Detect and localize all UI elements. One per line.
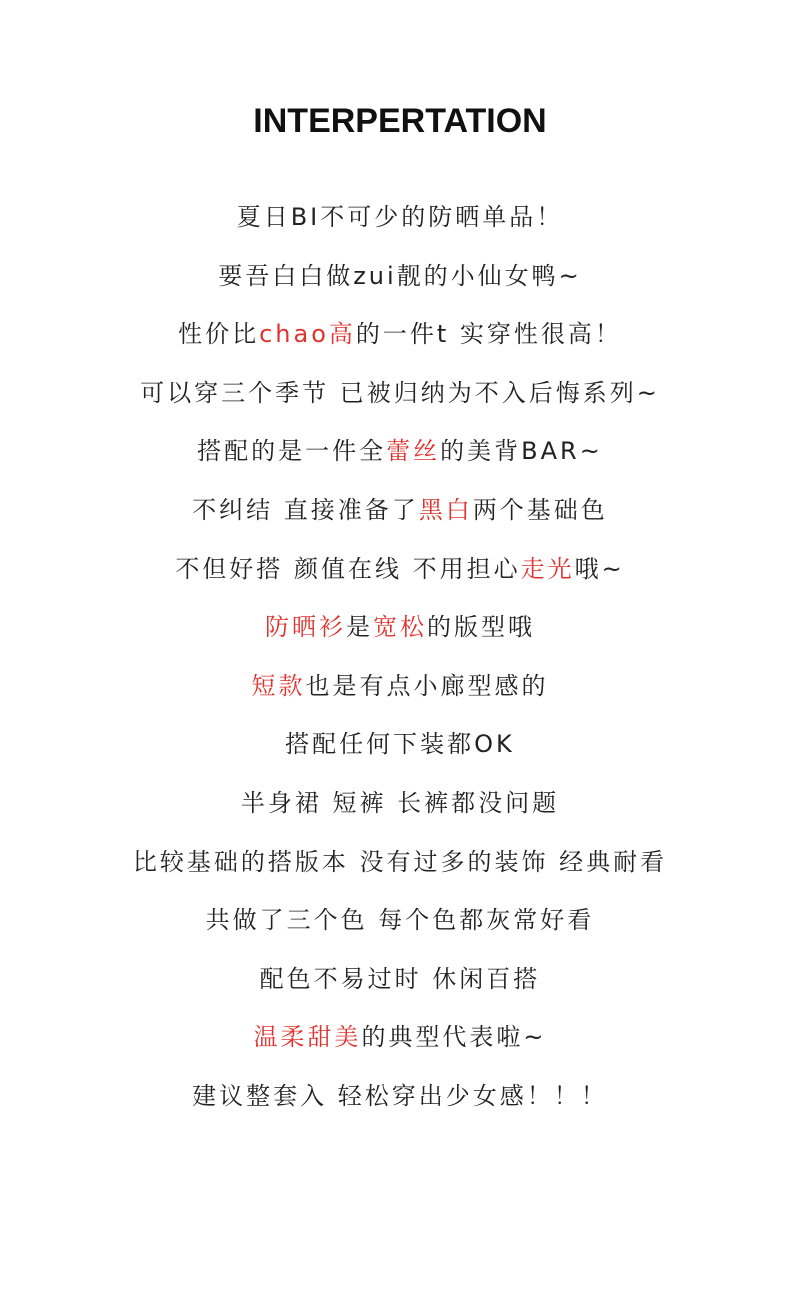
line-9-highlight: 短款 (251, 671, 306, 700)
line-6-seg-3: 两个基础色 (472, 495, 608, 524)
line-9 (0, 657, 800, 716)
line-13 (0, 891, 800, 950)
line-7 (0, 540, 800, 599)
line-14 (0, 950, 800, 1009)
line-7-highlight: 走光 (520, 554, 575, 583)
line-6-highlight: 黑白 (418, 495, 473, 524)
line-8-highlight-2: 宽松 (373, 613, 427, 642)
line-5-seg-1: 搭配的是一件全 (197, 437, 387, 466)
line-16-seg-1: 建议整套入 轻松穿出少女感！！！ (192, 1081, 608, 1110)
line-3 (0, 305, 800, 364)
line-5-seg-3: 的美背BAR~ (440, 437, 603, 466)
page-title: INTERPERTATION (253, 102, 547, 140)
line-1 (0, 188, 800, 247)
line-8-highlight-1: 防晒衫 (265, 613, 346, 642)
line-12 (0, 833, 800, 892)
line-14-seg-1: 配色不易过时 休闲百搭 (259, 964, 541, 993)
line-4-seg-1: 可以穿三个季节 已被归纳为不入后悔系列~ (140, 378, 660, 407)
line-7-seg-1: 不但好搭 颜值在线 不用担心 (175, 554, 521, 583)
line-6 (0, 481, 800, 540)
line-9-seg-2: 也是有点小廊型感的 (305, 671, 549, 700)
line-8-seg-2: 是 (346, 613, 373, 642)
line-1-seg-1: 夏日BI不可少的防晒单品！ (236, 203, 564, 231)
line-8-seg-4: 的版型哦 (427, 613, 535, 642)
line-13-seg-1: 共做了三个色 每个色都灰常好看 (205, 906, 595, 935)
line-3-seg-3: 的一件t 实穿性很高！ (355, 320, 622, 349)
line-5-highlight: 蕾丝 (386, 437, 441, 466)
line-11 (0, 774, 800, 833)
line-15 (0, 1008, 800, 1067)
line-5 (0, 422, 800, 481)
line-15-seg-2: 的典型代表啦~ (361, 1023, 547, 1052)
description-lines (0, 188, 800, 1126)
line-2 (0, 247, 800, 306)
line-2-seg-1: 要吾白白做zui靓的小仙女鸭~ (218, 261, 582, 290)
line-3-highlight: chao高 (259, 320, 356, 349)
line-7-seg-3: 哦~ (574, 554, 625, 583)
line-11-seg-1: 半身裙 短裤 长裤都没问题 (240, 788, 560, 817)
line-16 (0, 1067, 800, 1126)
line-10 (0, 715, 800, 774)
line-12-seg-1: 比较基础的搭版本 没有过多的装饰 经典耐看 (132, 847, 668, 876)
line-15-highlight: 温柔甜美 (253, 1023, 362, 1052)
line-6-seg-1: 不纠结 直接准备了 (192, 495, 419, 524)
line-8 (0, 598, 800, 657)
line-10-seg-1: 搭配任何下装都OK (285, 730, 515, 759)
line-4 (0, 364, 800, 423)
line-3-seg-1: 性价比 (178, 320, 260, 349)
